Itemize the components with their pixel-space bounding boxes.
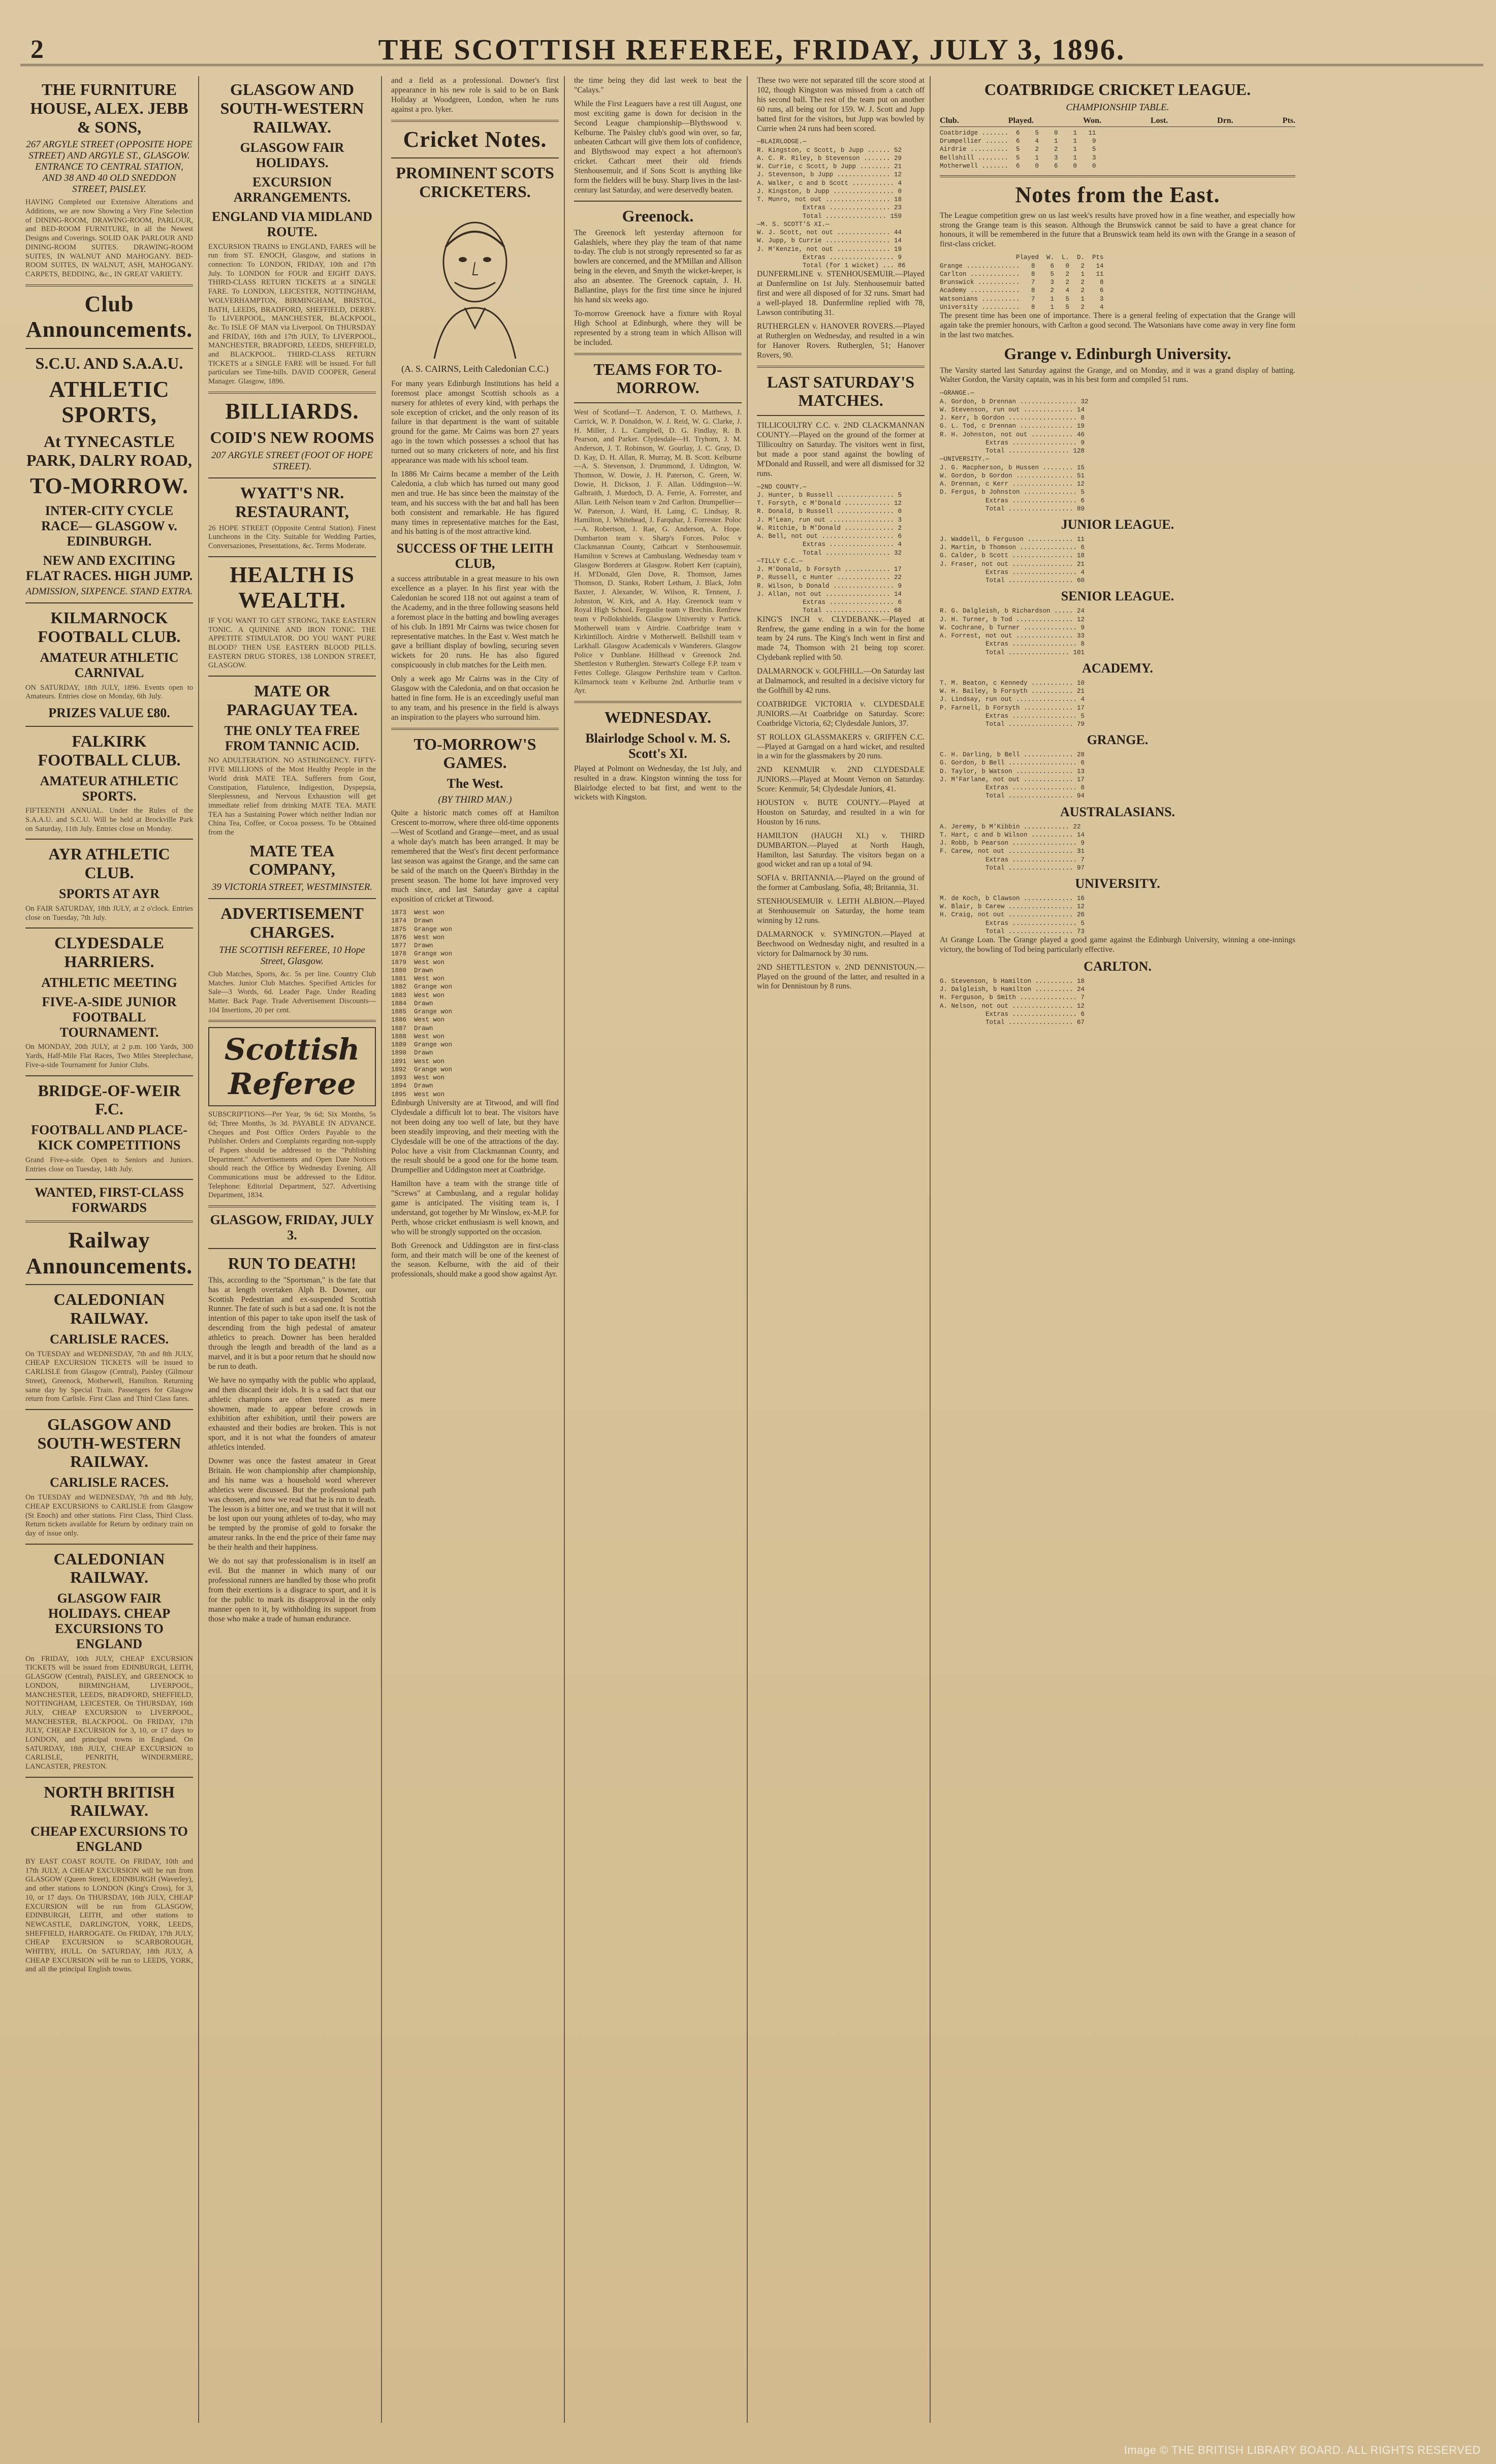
editorial-heading: RUN TO DEATH! <box>228 1254 357 1272</box>
page-number: 2 <box>30 35 44 64</box>
prominent-scots-cricketers: PROMINENT SCOTS CRICKETERS. <box>396 164 554 201</box>
portrait-caption: (A. S. CAIRNS, Leith Caledonian C.C.) <box>401 363 549 374</box>
athletic-sports-heading: ATHLETIC SPORTS, <box>49 376 170 428</box>
academy-heading: ACADEMY. <box>1082 660 1153 676</box>
falkirk-sports: AMATEUR ATHLETIC SPORTS. <box>40 773 179 804</box>
australasians-scorecard: A. Jeremy, b M'Kibbin ............ 22 T. Hart, c and b Wilson ........... 14 J. Robb, b Pearson ................. 9 F. Carew, not out ................. 31 Extras ................. 7 Total ................. 97 <box>940 823 1085 872</box>
last-saturdays-matches-heading: LAST SATURDAY'S MATCHES. <box>767 372 915 410</box>
north-british-sub: CHEAP EXCURSIONS TO ENGLAND <box>30 1824 188 1854</box>
carlisle-races-2: CARLISLE RACES. <box>49 1475 169 1490</box>
wyatts-restaurant: WYATT'S NR. RESTAURANT, <box>235 484 349 521</box>
kilmarnock-prizes: PRIZES VALUE £80. <box>48 706 170 721</box>
notes-from-east-heading: Notes from the East. <box>1015 182 1220 208</box>
wednesday-heading: WEDNESDAY. <box>604 708 712 727</box>
dateline: GLASGOW, FRIDAY, JULY 3. <box>210 1212 374 1243</box>
ayr-heading: AYR ATHLETIC CLUB. <box>48 845 170 882</box>
grange-v-university-heading: Grange v. Edinburgh University. <box>1004 344 1231 363</box>
clydesdale-tournament: FIVE-A-SIDE JUNIOR FOOTBALL TOURNAMENT. <box>42 994 177 1040</box>
mate-heading: MATE OR PARAGUAY TEA. <box>227 682 358 719</box>
kilmarnock-heading: KILMARNOCK FOOTBALL CLUB. <box>38 609 181 646</box>
inter-city-race: INTER-CITY CYCLE RACE— GLASGOW v. EDINBURGH. <box>41 503 177 549</box>
senior-scorecard: R. G. Dalgleish, b Richardson ..... 24 J. H. Turner, b Tod ............... 12 W. Cochrane, b Turner .............. 9 A. Forrest, not out ............... 33 Extras ................. 8 Total ................ 101 <box>940 607 1085 656</box>
mate-address: 39 VICTORIA STREET, WESTMINSTER. <box>211 882 373 893</box>
paper-nameplate: Scottish Referee <box>224 1032 360 1102</box>
grange-scorecard: —GRANGE.— A. Gordon, b Drennan ............... 32 W. Stevenson, run out ............. 14 J. Kerr, b Gordon .................. 8 G. L. Tod, c Drennan .............. 19 R. H. Johnston, not out ........... 46 Extras ................. 9 Total ................ 128 —UNIVERSITY.— J. G. Macpherson, b Hussen ........ 15 W. Gordon, b Gordon ............... 51 A. Drennan, c Kerr ................ 12 D. Fergus, b Johnston .............. 5 Extras ................. 6 Total ................. 89 <box>940 390 1089 513</box>
teams-for-tomorrow-heading: TEAMS FOR TO-MORROW. <box>593 360 722 397</box>
column-3: and a field as a professional. Downer's first appearance in his new role is said to be on Bank Holiday at Woodgreen, London, when he runs against a pro. lyker. Cricket Notes. PROMINENT SCOTS CRICKETERS. (A. S. CAIRNS, Leith Caledonian C.C.) For many years Edinburgh Institutions has held a foremost place amongst Scottish schools as a nursery for athletes of every kind, with perhaps the sole exception of cricket, and the only reason of its failure in that department is the want of suitable ground for the game. Mr Cairns was born 27 years ago in the town which possesses a school that has turned out so many cricketers of note, and his first appearance was made with his school team. In 1886 Mr Cairns became a member of the Leith Caledonia, a club which has turned out many good men and true. He has since been the mainstay of the team, and his success with the bat and ball has been both consistent and remarkable. He has figured many times in representative matches for the East, and his batting is of the most attractive kind. SUCCESS OF THE LEITH CLUB, a success attributable in a great measure to his own excellence as a player. In his first year with the Caledonian he scored 118 not out against a team of the Academy, and in the three following seasons held a foremost place in the batting and bowling averages of his club. In 1891 Mr Cairns was twice chosen for representative matches. In the East v. West match he gave a brilliant display of bowling, securing seven wickets for 20 runs. He has also figured conspicuously in club matches for the Leith men. Only a week ago Mr Cairns was in the City of Glasgow with the Caledonia, and on that occasion he batted in fine form. He is an exceedingly useful man to any team, and his presence in the field is always an inspiration to the players who surround him. TO-MORROW'S GAMES. The West. (BY THIRD MAN.) Quite a historic match comes off at Hamilton Crescent to-morrow, where three old-time opponents—West of Scotland and Grange—meet, and as usual a whole day's match has been arranged. It may be remembered that the West's first decent performance last season was against the Grange, and the same can be said of the match on the Queen's Birthday in the present season. The home lot have improved very much since, and last Saturday gave a capital exposition of cricket at Titwood. 1873 West won 1874 Drawn 1875 Grange won 1876 West won 1877 Drawn 1878 Grange won 1879 West won 1880 Drawn 1881 West won 1882 Grange won 1883 West won 1884 Drawn 1885 Grange won 1886 West won 1887 Drawn 1888 West won 1889 Grange won 1890 Drawn 1891 West won 1892 Grange won 1893 West won 1894 Drawn 1895 West won Edinburgh University are at Titwood, and will find Clydesdale a difficult lot to beat. The visitors have not been doing any too well of late, but they have been steadily improving, and their meeting with the Clydesdale will be one of the attractions of the day. Poloc have a visit from Clackmannan County, and the result should be a good one for the home team. Drumpellier and Uddingston meet at Coatbridge. Hamilton have a team with the strange title of "Screws" at Cambuslang, and a regular holiday game is anticipated. The visiting team is, I understand, got together by Mr Winslow, ex-M.P. for Perth, whose cricket enthusiasm is well known, and who will be strongly supported on the occasion. Both Greenock and Uddingston are in first-class form, and their match will be one of the keenest of the season. Kelburne, with the aid of their professionals, should make a good show against Ayr. <box>386 76 565 2423</box>
advertisement-address: THE SCOTTISH REFEREE, 10 Hope Street, Glasgow. <box>219 944 365 967</box>
billiards-heading: BILLIARDS. <box>225 398 359 424</box>
col-lost: Lost. <box>1150 116 1168 125</box>
column-1: THE FURNITURE HOUSE, ALEX. JEBB & SONS, 267 ARGYLE STREET (OPPOSITE HOPE STREET) AND ARGYLE ST., GLASGOW. ENTRANCE TO CENTRAL STATION, AND 38 AND 40 OLD SNEDDON STREET, PAISLEY. HAVING Completed our Extensive Alterations and Additions, we are now Showing a Very Fine Selection of DINING-ROOM, DRAWING-ROOM, PARLOUR, and BED-ROOM FURNITURE, in all the Newest Designs and Coverings. SOLID OAK PARLOUR AND DINING-ROOM SUITES. DRAWING-ROOM SUITES, IN WALNUT AND MAHOGANY. BED-ROOM SUITES, IN WALNUT, ASH, MAHOGANY. CARPETS, BEDDING, &c., IN GREAT VARIETY. Club Announcements. S.C.U. AND S.A.A.U. ATHLETIC SPORTS, At TYNECASTLE PARK, DALRY ROAD, TO-MORROW. INTER-CITY CYCLE RACE— GLASGOW v. EDINBURGH. NEW AND EXCITING FLAT RACES. HIGH JUMP. ADMISSION, SIXPENCE. STAND EXTRA. KILMARNOCK FOOTBALL CLUB. AMATEUR ATHLETIC CARNIVAL ON SATURDAY, 18th JULY, 1896. Events open to Amateurs. Entries close on Monday, 6th July. PRIZES VALUE £80. FALKIRK FOOTBALL CLUB. AMATEUR ATHLETIC SPORTS. FIFTEENTH ANNUAL. Under the Rules of the S.A.A.U. and S.C.U. Will be held at Brockville Park on Saturday, 11th July. Entries close on Monday. AYR ATHLETIC CLUB. SPORTS AT AYR On FAIR SATURDAY, 18th JULY, at 2 o'clock. Entries close on Tuesday, 7th July. CLYDESDALE HARRIERS. ATHLETIC MEETING FIVE-A-SIDE JUNIOR FOOTBALL TOURNAMENT. On MONDAY, 20th JULY, at 2 p.m. 100 Yards, 300 Yards, Half-Mile Flat Races, Two Miles Steeplechase, Five-a-side Tournament for Junior Clubs. BRIDGE-OF-WEIR F.C. FOOTBALL AND PLACE-KICK COMPETITIONS Grand Five-a-side. Open to Seniors and Juniors. Entries close on Tuesday, 14th July. WANTED, FIRST-CLASS FORWARDS Railway Announcements. CALEDONIAN RAILWAY. CARLISLE RACES. On TUESDAY and WEDNESDAY, 7th and 8th JULY, CHEAP EXCURSION TICKETS will be issued to CARLISLE from Glasgow (Central), Paisley (Gilmour Street), Greenock, Motherwell, Hamilton. Returning same day by Special Train. Passengers for Glasgow return from Carlisle. First Class and Third Class fares. GLASGOW AND SOUTH-WESTERN RAILWAY. CARLISLE RACES. On TUESDAY and WEDNESDAY, 7th and 8th July, CHEAP EXCURSIONS to CARLISLE from Glasgow (St Enoch) and other stations. First Class, Third Class. Return tickets available for Return by ordinary train on day of issue only. CALEDONIAN RAILWAY. GLASGOW FAIR HOLIDAYS. CHEAP EXCURSIONS TO ENGLAND On FRIDAY, 10th JULY, CHEAP EXCURSION TICKETS will be issued from EDINBURGH, LEITH, GLASGOW (Central), PAISLEY, and GREENOCK to LONDON, BIRMINGHAM, LIVERPOOL, MANCHESTER, LEEDS, BRADFORD, SHEFFIELD, NOTTINGHAM, LEICESTER. On THURSDAY, 16th JULY, CHEAP EXCURSION to LIVERPOOL, MANCHESTER, BLACKPOOL. On FRIDAY, 17th JULY, CHEAP EXCURSION for 3, 10, or 17 days to LONDON, and principal towns in England. On SATURDAY, 18th JULY, CHEAP EXCURSION to CARLISLE, PENRITH, WINDERMERE, LANCASTER, PRESTON. NORTH BRITISH RAILWAY. CHEAP EXCURSIONS TO ENGLAND BY EAST COAST ROUTE. On FRIDAY, 10th and 17th JULY, A CHEAP EXCURSION will be run from GLASGOW (Queen Street), EDINBURGH (Waverley), and other stations to LONDON (King's Cross), for 3, 10, or 17 days. On THURSDAY, 16th JULY, CHEAP EXCURSION will be run from GLASGOW, EDINBURGH, LEITH, and other stations to NEWCASTLE, DARLINGTON, YORK, LEEDS, SHEFFIELD, HARROGATE. On FRIDAY, 17th JULY, CHEAP EXCURSION to SCARBOROUGH, WHITBY, HULL. On SATURDAY, 18th JULY, A CHEAP EXCURSION will be run to LEEDS, YORK, and all the principal English towns. <box>20 76 199 2423</box>
university-heading: UNIVERSITY. <box>1075 876 1160 891</box>
university-scorecard: M. de Koch, b Clawson ............. 16 W. Blair, b Carew ................. 12 H. Craig, not out ................. 26 Extras ................. 5 Total ................. 73 <box>940 894 1085 935</box>
tynecastle-park: At TYNECASTLE PARK, DALRY ROAD, <box>26 432 192 469</box>
columns <box>20 76 1483 2423</box>
admission: ADMISSION, SIXPENCE. STAND EXTRA. <box>25 586 193 597</box>
clydesdale-meeting: ATHLETIC MEETING <box>41 975 177 990</box>
blairlodge-match: Blairlodge School v. M. S. Scott's XI. <box>585 730 730 761</box>
masthead <box>20 30 1483 66</box>
wanted-forwards: WANTED, FIRST-CLASS FORWARDS <box>35 1185 184 1215</box>
billiards-address: 207 ARGYLE STREET (FOOT OF HOPE STREET). <box>211 450 373 472</box>
tomorrows-games-heading: TO-MORROW'S GAMES. <box>413 734 536 772</box>
col-drawn: Drn. <box>1217 116 1233 125</box>
advertisement-charges-heading: ADVERTISEMENT CHARGES. <box>220 904 364 942</box>
column-4: the time being they did last week to beat the "Calays." While the First Leaguers have a rest till August, one most exciting game is down for decision in the Second League championship—Blythswood v. Kelburne. The Paisley club's good win over, so far, unbeaten Cathcart will give them lots of confidence, and Blythswood may expect a hot afternoon's cricket. Cathcart meet their old friends Stenhousemuir, and if Sons Scott is anything like form the fielders will be busy. Sharp lives in the last-century last Saturday, and were deservedly beaten. Greenock. The Greenock left yesterday afternoon for Galashiels, where they play the team of that name to-day. The club is not strongly represented so far as bowlers are concerned, and the M'Millan and Allison being in the eleven, and Smyth the wicket-keeper, is also an absentee. The Greenock captain, J. H. Ballantine, plays for the first time since he injured his hand six weeks ago. To-morrow Greenock have a fixture with Royal High School at Edinburgh, where they will be represented by a strong team in which Allison will be included. TEAMS FOR TO-MORROW. West of Scotland—T. Anderson, T. O. Matthews, J. Carrick, W. P. Donaldson, W. J. Reid, W. G. Clarke, J. H. Miller, J. L. Campbell, D. G. Findlay, R. B. Pearson, and Parker. Clydesdale—H. Tryhorn, J. M. Anderson, J. T. Robinson, W. Gourlay, J. C. Gray, D. D. Kay, D. H. Allan, R. Murray, M. B. Scott. Kelburne—A. S. Stevenson, J. Drummond, J. Udington, W. Thomson, W. Dowie, J. H. Paterson, C. Green, W. Dowie, H. Dickson, J. F. Allan. Uddingston—W. Galbraith, J. Murdoch, D. A. Ferrie, A. Forrester, and Allan. Leith Nelson team v 2nd Carlton. Drumpellier—W. Paterson, J. Ward, H. Laing, C. Lindsay, R. Hamilton, J. Whitehead, J. Farquhar, J. Forrester. Poloc—A. Robertson, J. Rae, G. Anderson, A. Hope. Dumbarton team v. Sharp's Forces. Poloc v Clackmannan County, Cathcart v Stenhousemuir. Hamilton v Screws at Cambuslang. Wednesday team v Glasgow Borderers at Glasgow. Robert Kerr (captain), H. M'Donald, Glen Dove, R. Thomson, James Thomson, D. Stanks, Robert Letham, J. Black, John Baxter, J. Alexander, W. Wilson, R. Tennent, J. Johnston, W. Kirk, and A. Hay. Greenock team v Royal High School. Ferguslie team v Brechin. Renfrew team v Pollokshields. Glasgow University v Partick. Motherwell team v Airdrie. Coatbridge team v Kirkintilloch. Airdrie v Motherwell. Bellshill team v Larkhall. Glasgow Academicals v Wanderers. Glasgow Police v Dunblane. Hillhead v Greenock 2nd. Shettleston v Rutherglen. Stewart's College F.P. team v Fettes College. Glasgow Perthshire team v Carlton. Kilmarnock team v Kelburne 2nd. Arthurlie team v Ayr. WEDNESDAY. Blairlodge School v. M. S. Scott's XI. Played at Polmont on Wednesday, the 1st July, and resulted in a draw. Kingston winning the toss for Blairlodge elected to bat first, and went to the wickets with Kingston. <box>569 76 748 2423</box>
railway-announcements-heading: Railway Announcements. <box>25 1228 193 1278</box>
greenock-heading: Greenock. <box>622 206 694 225</box>
grange-2-heading: GRANGE. <box>1087 732 1149 748</box>
academy-scorecard: T. M. Beaton, c Kennedy ........... 10 W. H. Bailey, b Forsyth ........... 21 J. Lindsay, run out ................ 4 P. Farnell, b Forsyth ............. 17 Extras ................. 5 Total ................. 79 <box>940 679 1085 728</box>
col-points: Pts. <box>1282 116 1295 125</box>
glasgow-south-western-heading: GLASGOW AND SOUTH-WESTERN RAILWAY. <box>37 1415 181 1471</box>
health-heading: HEALTH IS WEALTH. <box>230 562 355 613</box>
gsw-excursion-arrangements: EXCURSION ARRANGEMENTS. <box>233 175 351 205</box>
carlton-scorecard: G. Stevenson, b Hamilton .......... 18 J. Dalgleish, b Hamilton .......... 24 H. Ferguson, b Smith ............... 7 A. Nelson, not out ................ 12 Extras ................. 6 Total ................. 67 <box>940 977 1085 1027</box>
cricket-notes-heading: Cricket Notes. <box>403 126 547 152</box>
grange-2-scorecard: C. H. Darling, b Bell ............. 28 G. Gordon, b Bell .................. 6 D. Taylor, b Watson ............... 13 J. M'Farlane, not out ............. 17 Extras ................. 8 Total ................. 94 <box>940 751 1085 800</box>
ayr-sports: SPORTS AT AYR <box>58 886 160 902</box>
success-subhead: SUCCESS OF THE LEITH CLUB, <box>396 541 554 571</box>
gsw-fair-holidays: GLASGOW FAIR HOLIDAYS. <box>240 140 344 171</box>
falkirk-heading: FALKIRK FOOTBALL CLUB. <box>38 732 181 769</box>
tomorrow-label: TO-MORROW. <box>30 473 188 499</box>
furniture-body: HAVING Completed our Extensive Alterations and Additions, we are now Showing a Very Fine Selection of DINING-ROOM, DRAWING-ROOM, PARLOUR, and BED-ROOM FURNITURE, in all the Newest Designs and Coverings. SOLID OAK PARLOUR AND DINING-ROOM SUITES. DRAWING-ROOM SUITES, IN WALNUT AND MAHOGANY. BED-ROOM SUITES, IN WALNUT, ASH, MAHOGANY. CARPETS, BEDDING, &c., IN GREAT VARIETY. <box>25 198 193 278</box>
kilmarnock-carnival: AMATEUR ATHLETIC CARNIVAL <box>40 650 179 680</box>
championship-table-sub: CHAMPIONSHIP TABLE. <box>1066 102 1169 113</box>
coatbridge-league-heading: COATBRIDGE CRICKET LEAGUE. <box>984 80 1251 99</box>
gsw-fair-heading: GLASGOW AND SOUTH-WESTERN RAILWAY. <box>220 80 364 136</box>
australasians-heading: AUSTRALASIANS. <box>1060 804 1175 819</box>
caledonian-heading: CALEDONIAN RAILWAY. <box>53 1290 165 1328</box>
championship-table-header <box>940 116 1295 127</box>
cairns-portrait <box>399 206 551 359</box>
column-6: COATBRIDGE CRICKET LEAGUE. CHAMPIONSHIP TABLE. Club. Played. Won. Lost. Drn. Pts. Coatbridge ....... 6 5 0 1 11 Drumpellier ...... 6 4 1 1 9 Airdrie .......... 5 2 2 1 5 Bellshill ........ 5 1 3 1 3 Motherwell ....... 6 0 6 0 0 Notes from the East. The League competition grew on us last week's results have proved how in a fine weather, and especially how strong the Grange team is this season. Although the Brunswick cannot be said to have a great chance for honours, it will be remembered in the future that a Brunswick team held its own with the Grange in a season of first-class cricket. Played W. L. D. Pts Grange .............. 8 6 0 2 14 Carlton ............. 8 5 2 1 11 Brunswick ........... 7 3 2 2 8 Academy ............. 8 2 4 2 6 Watsonians .......... 7 1 5 1 3 University .......... 8 1 5 2 4 The present time has been one of importance. There is a general feeling of expectation that the Grange will again take the premier honours, with Carlton a good second. The Watsonians have come away in very fine form in the last two matches. Grange v. Edinburgh University. The Varsity started last Saturday against the Grange, and on Monday, and it was a grand display of batting. Walter Gordon, the Varsity captain, was in his best form and compiled 51 runs. —GRANGE.— A. Gordon, b Drennan ............... 32 W. Stevenson, run out ............. 14 J. Kerr, b Gordon .................. 8 G. L. Tod, c Drennan .............. 19 R. H. Johnston, not out ........... 46 Extras ................. 9 Total ................ 128 —UNIVERSITY.— J. G. Macpherson, b Hussen ........ 15 W. Gordon, b Gordon ............... 51 A. Drennan, c Kerr ................ 12 D. Fergus, b Johnston .............. 5 Extras ................. 6 Total ................. 89 JUNIOR LEAGUE. J. Waddell, b Ferguson ............ 11 J. Martin, b Thomson ............... 6 G. Calder, b Scott ................ 18 J. Fraser, not out ................ 21 Extras ................. 4 Total ................. 60 SENIOR LEAGUE. R. G. Dalgleish, b Richardson ..... 24 J. H. Turner, b Tod ............... 12 W. Cochrane, b Turner .............. 9 A. Forrest, not out ............... 33 Extras ................. 8 Total ................ 101 ACADEMY. T. M. Beaton, c Kennedy ........... 10 W. H. Bailey, b Forsyth ........... 21 J. Lindsay, run out ................ 4 P. Farnell, b Forsyth ............. 17 Extras ................. 5 Total ................. 79 GRANGE. C. H. Darling, b Bell ............. 28 G. Gordon, b Bell .................. 6 D. Taylor, b Watson ............... 13 J. M'Farlane, not out ............. 17 Extras ................. 8 Total ................. 94 AUSTRALASIANS. A. Jeremy, b M'Kibbin ............ 22 T. Hart, c and b Wilson ........... 14 J. Robb, b Pearson ................. 9 F. Carew, not out ................. 31 Extras ................. 7 Total ................. 97 UNIVERSITY. M. de Koch, b Clawson ............. 16 W. Blair, b Carew ................. 12 H. Craig, not out ................. 26 Extras ................. 5 Total ................. 73 At Grange Loan. The Grange played a good game against the Edinburgh University, winning a one-innings victory, the bowling of Tod being particularly effective. CARLTON. G. Stevenson, b Hamilton .......... 18 J. Dalgleish, b Hamilton .......... 24 H. Ferguson, b Smith ............... 7 A. Nelson, not out ................ 12 Extras ................. 6 Total ................. 67 <box>940 80 1295 1027</box>
gsw-midland-route: ENGLAND VIA MIDLAND ROUTE. <box>212 209 372 239</box>
former-results-table: 1873 West won 1874 Drawn 1875 Grange won 1876 West won 1877 Drawn 1878 Grange won 1879 West won 1880 Drawn 1881 West won 1882 Grange won 1883 West won 1884 Drawn 1885 Grange won 1886 West won 1887 Drawn 1888 West won 1889 Grange won 1890 Drawn 1891 West won 1892 Grange won 1893 West won 1894 Drawn 1895 West won <box>391 909 453 1098</box>
east-league-table: Played W. L. D. Pts Grange .............. 8 6 0 2 14 Carlton ............. 8 5 2 1 11 Brunswick ........... 7 3 2 2 8 Academy ............. 8 2 4 2 6 Watsonians .......... 7 1 5 1 3 University .......... 8 1 5 2 4 <box>940 254 1104 311</box>
coids-rooms: COID'S NEW ROOMS <box>210 428 374 447</box>
col-won: Won. <box>1083 116 1101 125</box>
flat-races: NEW AND EXCITING FLAT RACES. HIGH JUMP. <box>25 553 193 583</box>
column-2: GLASGOW AND SOUTH-WESTERN RAILWAY. GLASGOW FAIR HOLIDAYS. EXCURSION ARRANGEMENTS. ENGLAND VIA MIDLAND ROUTE. EXCURSION TRAINS to ENGLAND, FARES will be run from ST. ENOCH, Glasgow, and stations in connection: To LONDON, FRIDAY, 10th and 17th July. To LONDON for FOUR and EIGHT DAYS. THIRD-CLASS RETURN TICKETS at a SINGLE FARE. To LONDON, LEICESTER, NOTTINGHAM, WOLVERHAMPTON, BIRMINGHAM, BRISTOL, BATH, LEEDS, BRADFORD, SHEFFIELD, DERBY. To LIVERPOOL, MANCHESTER, BLACKPOOL, &c. To ISLE OF MAN via Liverpool. On THURSDAY and FRIDAY, 16th and 17th JULY, To LIVERPOOL, MANCHESTER, BRADFORD, LEEDS, SHEFFIELD, and BLACKPOOL. THIRD-CLASS RETURN TICKETS at a SINGLE FARE will be issued. For full particulars see Time-bills. DAVID COOPER, General Manager. Glasgow, 1896. BILLIARDS. COID'S NEW ROOMS 207 ARGYLE STREET (FOOT OF HOPE STREET). WYATT'S NR. RESTAURANT, 26 HOPE STREET (Opposite Central Station). Finest Luncheons in the City. Suitable for Wedding Parties, Conversaziones, Presentations, &c. Terms Moderate. HEALTH IS WEALTH. IF YOU WANT TO GET STRONG, TAKE EASTERN TONIC. A QUININE AND IRON TONIC. THE APPETITE STIMULATOR. DO YOU WANT PURE BLOOD? THEN USE EASTERN BLOOD PILLS. EASTERN DRUG STORES, 138 LONDON STREET, GLASGOW. MATE OR PARAGUAY TEA. THE ONLY TEA FREE FROM TANNIC ACID. NO ADULTERATION. NO ASTRINGENCY. FIFTY-FIVE MILLIONS of the Most Healthy People in the World drink MATE TEA. Sufferers from Gout, Constipation, Flatulence, Indigestion, Dyspepsia, Sleeplessness, and Nervous Exhaustion will get immediate relief from drinking MATE TEA. MATE TEA has a Sustaining Power which neither Indian nor China Tea, Coffee, or Cocoa possess. To be Obtained from the MATE TEA COMPANY, 39 VICTORIA STREET, WESTMINSTER. ADVERTISEMENT CHARGES. THE SCOTTISH REFEREE, 10 Hope Street, Glasgow. Club Matches, Sports, &c. 5s per line. Country Club Matches. Junior Club Matches. Specified Articles for Sale—3 Words, 6d. Leader Page. Under Reading Matter. Back Page. Trade Advertisement Discounts—104 Insertions, 20 per cent. Scottish Referee SUBSCRIPTIONS—Per Year, 9s 6d; Six Months, 5s 6d; Three Months, 3s 3d. PAYABLE IN ADVANCE. Cheques and Post Office Orders Payable to the Publisher. Orders and Complaints regarding non-supply of Papers should be addressed to the "Publishing Department." Advertisements and Open Date Notices should reach the Office by Wednesday Evening. All Communications must be addressed to the Editor. Telephone: Editorial Department, 527. Advertising Department, 1834. GLASGOW, FRIDAY, JULY 3. RUN TO DEATH! This, according to the "Sportsman," is the fate that has at length overtaken Alph B. Downer, our Scottish Pedestrian and ex-suspended Scottish Runner. The fate of such is but a sad one. It is not the intention of this paper to take upon itself the task of descending from the high pedestal of amateur athletics to preach. Downer has been heralded through the length and breadth of the land as a marvel, and it is but a poor return that he should now be run to death. We have no sympathy with the public who applaud, and then discard their idols. It is a sad fact that our athletic champions are often treated as mere showmen, made to appear before crowds in exhibition after exhibition, until their powers are exhausted and their bodies are broken. This is not sport, and it is not what the founders of amateur athletics intended. Downer was once the fastest amateur in Great Britain. He won championship after championship, and his name was a household word wherever athletics were discussed. But the professional path was chosen, and now we read that he is run to death. The lesson is a bitter one, and we trust that it will not be lost upon our young athletes of to-day, who may be tempted by the promise of gold to forsake the amateur ranks. In the end the price of their fame may be their health and their happiness. We do not say that professionalism is in itself an evil. But the manner in which many of our professional runners are handled by those who profit from their exertions is a disgrace to sport, and it is for the public to mark its disapproval in the only manner open to it, by withholding its support from those who make a trade of human endurance. <box>203 76 382 2423</box>
col-club: Club. <box>940 116 959 125</box>
caledonian-fair-holidays: GLASGOW FAIR HOLIDAYS. CHEAP EXCURSIONS TO ENGLAND <box>48 1591 171 1651</box>
copyright-watermark: Image © THE BRITISH LIBRARY BOARD. ALL RIGHTS RESERVED <box>1124 2444 1481 2456</box>
tillicoultry-scorecard: —2ND COUNTY.— J. Hunter, b Russell ............... 5 T. Forsyth, c M'Donald ............ 12 R. Donald, b Russell ............... 0 J. M'Lean, run out ................. 3 W. Ritchie, b M'Donald ............. 2 A. Bell, not out ................... 6 Extras ................. 4 Total ................. 32 —TILLY C.C.— J. M'Donald, b Forsyth ............ 17 P. Russell, c Hunter .............. 22 R. Wilson, b Donald ................ 9 J. Allan, not out ................. 14 Extras ................. 6 Total ................. 68 <box>757 483 902 615</box>
the-west-subhead: The West. <box>447 776 503 791</box>
blairlodge-scorecard: —BLAIRLODGE.— R. Kingston, c Scott, b Jupp ...... 52 A. C. R. Riley, b Stevenson ....... 29 W. Currie, c Scott, b Jupp ........ 21 J. Stevenson, b Jupp .............. 12 A. Walker, c and b Scott ........... 4 J. Kingston, b Jupp ................ 0 T. Munro, not out ................. 18 Extras ................ 23 Total ................ 159 —M. S. SCOTT'S XI.— W. J. Scott, not out .............. 44 W. Jupp, b Currie ................. 14 J. M'Kenzie, not out .............. 19 Extras ................. 9 Total (for 1 wicket) ... 86 <box>757 138 906 270</box>
north-british-heading: NORTH BRITISH RAILWAY. <box>44 1782 175 1820</box>
carlisle-races: CARLISLE RACES. <box>49 1331 169 1347</box>
mate-company: MATE TEA COMPANY, <box>249 841 335 879</box>
scu-saau: S.C.U. AND S.A.A.U. <box>35 354 183 372</box>
column-5: These two were not separated till the score stood at 102, though Kingston was missed from a catch off his second ball. The rest of the team put on another 60 runs, all being out for 159. W. J. Scott and Jupp batted first for the visitors, but Jupp was bowled by Currie when 24 runs had been scored. —BLAIRLODGE.— R. Kingston, c Scott, b Jupp ...... 52 A. C. R. Riley, b Stevenson ....... 29 W. Currie, c Scott, b Jupp ........ 21 J. Stevenson, b Jupp .............. 12 A. Walker, c and b Scott ........... 4 J. Kingston, b Jupp ................ 0 T. Munro, not out ................. 18 Extras ................ 23 Total ................ 159 —M. S. SCOTT'S XI.— W. J. Scott, not out .............. 44 W. Jupp, b Currie ................. 14 J. M'Kenzie, not out .............. 19 Extras ................. 9 Total (for 1 wicket) ... 86 DUNFERMLINE v. STENHOUSEMUIR.—Played at Dunfermline on 1st July. Stenhousemuir batted first and were all disposed of for 32 runs. Smart had a well-played 18. Dunfermline replied with 78, Lawson contributing 31. RUTHERGLEN v. HANOVER ROVERS.—Played at Rutherglen on Wednesday, and resulted in a win for Hanover Rovers. Rutherglen, 51; Hanover Rovers, 90. LAST SATURDAY'S MATCHES. TILLICOULTRY C.C. v. 2ND CLACKMANNAN COUNTY.—Played on the ground of the former at Tillicoultry on Saturday. The visitors went in first, but made a poor stand against the bowling of M'Donald and Russell, and were all dismissed for 32 runs. —2ND COUNTY.— J. Hunter, b Russell ............... 5 T. Forsyth, c M'Donald ............ 12 R. Donald, b Russell ............... 0 J. M'Lean, run out ................. 3 W. Ritchie, b M'Donald ............. 2 A. Bell, not out ................... 6 Extras ................. 4 Total ................. 32 —TILLY C.C.— J. M'Donald, b Forsyth ............ 17 P. Russell, c Hunter .............. 22 R. Wilson, b Donald ................ 9 J. Allan, not out ................. 14 Extras ................. 6 Total ................. 68 KING'S INCH v. CLYDEBANK.—Played at Renfrew, the game ending in a win for the home team by 24 runs. The King's Inch went in first and made 74, Thomson with 21 being top scorer. Clydebank replied with 50. DALMARNOCK v. GOLFHILL.—On Saturday last at Dalmarnock, and resulted in a decisive victory for the Golfhill by 42 runs. COATBRIDGE VICTORIA v. CLYDESDALE JUNIORS.—At Coatbridge on Saturday. Score: Coatbridge Victoria, 62; Clydesdale Juniors, 37. ST ROLLOX GLASSMAKERS v. GRIFFEN C.C.—Played at Garngad on a hard wicket, and resulted in a win for the glassmakers by 20 runs. 2ND KENMUIR v. 2ND CLYDESDALE JUNIORS.—Played at Mount Vernon on Saturday. Score: Kenmuir, 54; Clydesdale Juniors, 41. HOUSTON v. BUTE COUNTY.—Played at Houston on Saturday, and resulted in a win for Houston by 16 runs. HAMILTON (HAUGH XI.) v. THIRD DUMBARTON.—Played at North Haugh, Hamilton, last Saturday. The visitors began on a good wicket and ran up a total of 94. SOFIA v. BRITANNIA.—Played on the ground of the former at Cambuslang. Sofia, 48; Britannia, 31. STENHOUSEMUIR v. LEITH ALBION.—Played at Stenhousemuir on Saturday, the home team winning by 12 runs. DALMARNOCK v. SYMINGTON.—Played at Beechwood on Wednesday night, and resulted in a victory for Dalmarnock by 30 runs. 2ND SHETTLESTON v. 2ND DENNISTOUN.—Played on the ground of the latter, and resulted in a win for Dennistoun by 8 runs. <box>752 76 931 2423</box>
newspaper-title: THE SCOTTISH REFEREE, FRIDAY, JULY 3, 1896. <box>378 33 1126 66</box>
senior-league-heading: SENIOR LEAGUE. <box>1061 589 1174 604</box>
junior-league-heading: JUNIOR LEAGUE. <box>1061 517 1174 532</box>
furniture-address: 267 ARGYLE STREET (OPPOSITE HOPE STREET) AND ARGYLE ST., GLASGOW. ENTRANCE TO CENTRAL STATION, AND 38 AND 40 OLD SNEDDON STREET, PAISLEY. <box>26 139 193 195</box>
championship-table-body: Coatbridge ....... 6 5 0 1 11 Drumpellier ...... 6 4 1 1 9 Airdrie .......... 5 2 2 1 5 Bellshill ........ 5 1 3 1 3 Motherwell ....... 6 0 6 0 0 <box>940 129 1096 170</box>
bridge-of-weir-heading: BRIDGE-OF-WEIR F.C. <box>38 1081 181 1118</box>
furniture-heading: THE FURNITURE HOUSE, ALEX. JEBB & SONS, <box>30 80 188 136</box>
col-played: Played. <box>1008 116 1034 125</box>
club-announcements-heading: Club Announcements. <box>25 291 193 342</box>
paper-nameplate-box <box>208 1027 376 1106</box>
junior-scorecard: J. Waddell, b Ferguson ............ 11 J. Martin, b Thomson ............... 6 G. Calder, b Scott ................ 18 J. Fraser, not out ................ 21 Extras ................. 4 Total ................. 60 <box>940 535 1085 585</box>
third-man-byline: (BY THIRD MAN.) <box>438 794 512 806</box>
mate-tagline: THE ONLY TEA FREE FROM TANNIC ACID. <box>224 723 360 753</box>
bridge-of-weir-competitions: FOOTBALL AND PLACE-KICK COMPETITIONS <box>31 1123 187 1153</box>
carlton-heading: CARLTON. <box>1084 959 1152 974</box>
caledonian-2-heading: CALEDONIAN RAILWAY. <box>53 1549 165 1587</box>
clydesdale-heading: CLYDESDALE HARRIERS. <box>54 934 164 971</box>
